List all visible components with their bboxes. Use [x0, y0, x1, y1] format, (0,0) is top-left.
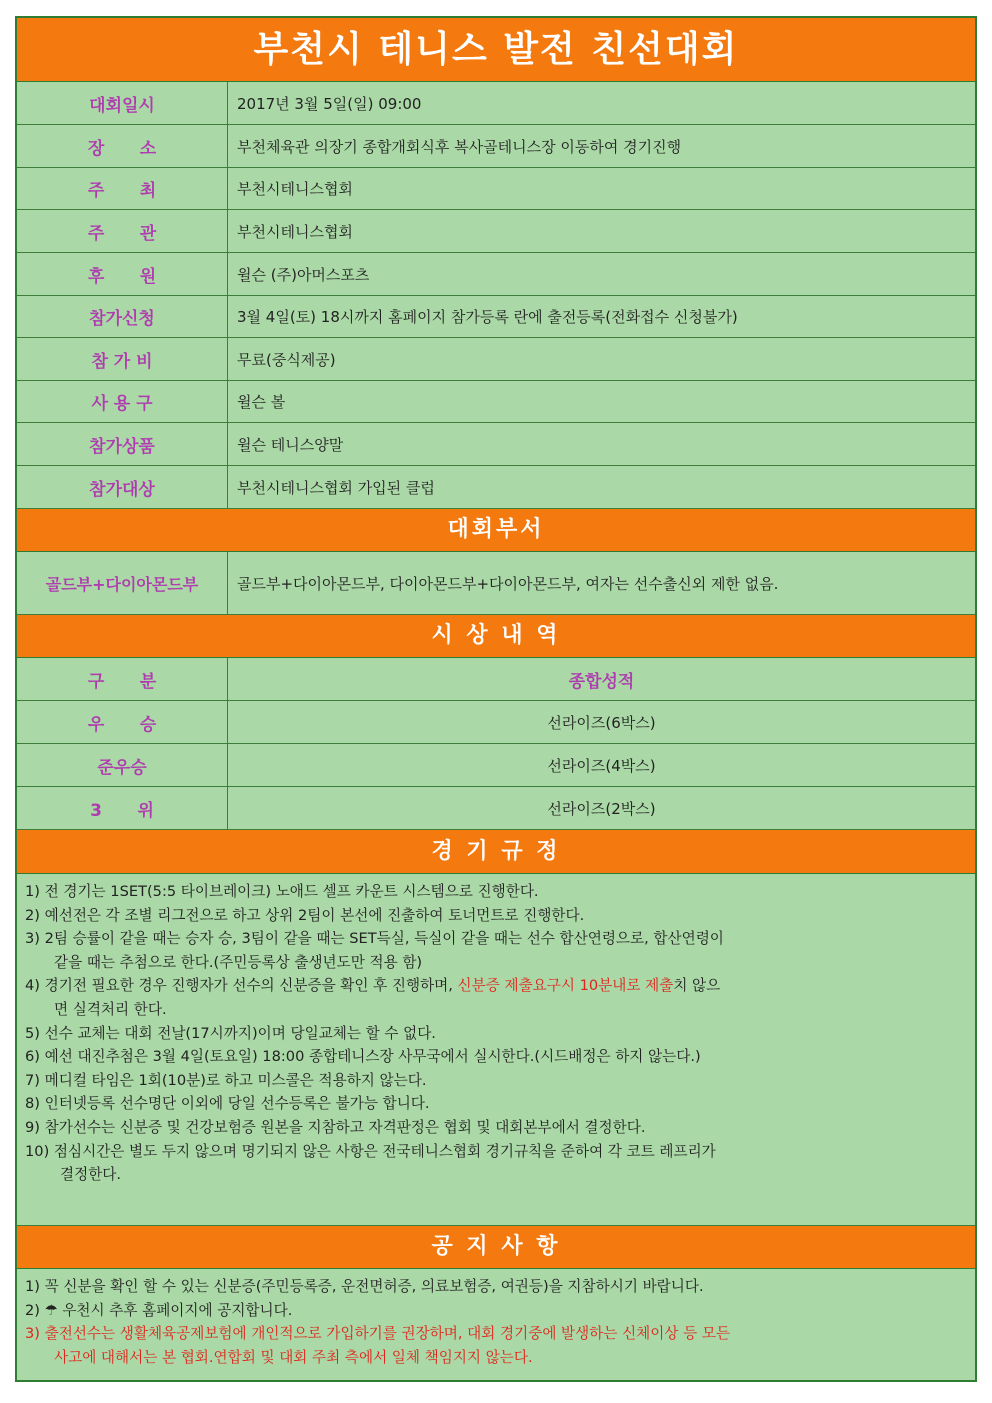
rule-item — [25, 1092, 969, 1116]
info-label: 참가신청 — [17, 296, 228, 337]
rule-text: 10) 점심시간은 별도 두지 않으며 명기되지 않은 사항은 전국테니스협회 경기규칙을 준하여 각 코트 레프리가 — [25, 1142, 716, 1160]
info-row — [17, 253, 975, 296]
rule-text-after: 치 않으 — [673, 977, 721, 995]
rule-item — [25, 1045, 969, 1069]
rule-text-continued: 같을 때는 추첨으로 한다.(주민등록상 출생년도만 적용 함) — [54, 953, 423, 971]
info-label: 참 가 비 — [17, 338, 228, 380]
info-label: 후 원 — [17, 253, 228, 295]
info-label: 대회일시 — [17, 82, 228, 124]
info-value: 윌슨 (주)아머스포츠 — [237, 265, 370, 284]
rule-text-continued: 결정한다. — [60, 1166, 122, 1184]
awards-header-label: 구 분 — [17, 658, 228, 700]
notices-heading — [17, 1226, 975, 1269]
rule-text: 5) 선수 교체는 대회 전날(17시까지)이며 당일교체는 할 수 없다. — [25, 1024, 436, 1042]
award-row — [17, 787, 975, 830]
division-heading-text: 대회부서 — [447, 517, 545, 542]
notice-text: 2) ☂ 우천시 추후 홈페이지에 공지합니다. — [25, 1301, 293, 1319]
division-heading — [17, 509, 975, 552]
notice-text: 1) 꼭 신분을 확인 할 수 있는 신분증(주민등록증, 운전면허증, 의료보험증, 여권등)을 지참하시기 바랍니다. — [25, 1278, 704, 1295]
notice-text-continued: 사고에 대해서는 본 협회.연합회 및 대회 주최 측에서 일체 책임지지 않는다. — [54, 1348, 533, 1366]
rules-heading — [17, 830, 975, 874]
awards-heading-text: 시 상 내 역 — [431, 623, 561, 648]
rule-highlight: 신분증 제출요구시 10분내로 제출 — [457, 977, 674, 995]
info-row — [17, 210, 975, 253]
award-row — [17, 701, 975, 744]
award-row — [17, 744, 975, 787]
notices-heading-text: 공 지 사 항 — [431, 1234, 561, 1259]
info-row — [17, 466, 975, 509]
rule-text: 6) 예선 대진추첨은 3월 4일(토요일) 18:00 종합테니스장 사무국에서 실시한다.(시드배정은 하지 않는다.) — [25, 1048, 701, 1066]
rule-item — [25, 880, 969, 904]
info-value: 2017년 3월 5일(일) 09:00 — [237, 94, 422, 113]
award-rank: 3 위 — [17, 787, 228, 829]
info-row — [17, 381, 975, 423]
notice-item — [25, 1275, 969, 1299]
info-label: 주 관 — [17, 210, 228, 252]
info-value: 부천시테니스협회 — [237, 222, 353, 241]
rule-text: 2) 예선전은 각 조별 리그전으로 하고 상위 2팀이 본선에 진출하여 토너먼트로 진행한다. — [25, 906, 585, 924]
info-row — [17, 296, 975, 338]
info-value: 부천시테니스협회 — [237, 180, 353, 198]
rule-item — [25, 1116, 969, 1140]
info-value: 3월 4일(토) 18시까지 홈페이지 참가등록 란에 출전등록(전화접수 신청불가) — [237, 308, 738, 326]
page-title: 부천시 테니스 발전 친선대회 — [253, 29, 739, 70]
notice-item — [25, 1322, 969, 1369]
notice-item — [25, 1299, 969, 1323]
notices-list — [17, 1269, 975, 1380]
rule-text: 9) 참가선수는 신분증 및 건강보험증 원본을 지참하고 자격판정은 협회 및 대회본부에서 결정한다. — [25, 1118, 646, 1136]
awards-heading — [17, 615, 975, 658]
rule-item — [25, 1140, 969, 1187]
info-label: 주 최 — [17, 168, 228, 209]
info-label: 참가대상 — [17, 466, 228, 508]
rule-text: 1) 전 경기는 1SET(5:5 타이브레이크) 노애드 셀프 카운트 시스템으로 진행한다. — [25, 883, 539, 900]
rule-text: 8) 인터넷등록 선수명단 이외에 당일 선수등록은 불가능 합니다. — [25, 1095, 430, 1113]
rule-text-line — [25, 974, 969, 998]
rule-text: 3) 2팀 승률이 같을 때는 승자 승, 3팀이 같을 때는 SET득실, 득실이 같을 때는 선수 합산연령으로, 합산연령이 — [25, 930, 724, 948]
division-label: 골드부+다이아몬드부 — [17, 552, 228, 614]
rule-text-continued: 면 실격처리 한다. — [54, 1000, 167, 1018]
rule-item — [25, 927, 969, 974]
info-value: 부천체육관 의장기 종합개회식후 복사골테니스장 이동하여 경기진행 — [237, 137, 682, 156]
award-prize: 선라이즈(4박스) — [547, 756, 656, 775]
rule-text: 4) 경기전 필요한 경우 진행자가 선수의 신분증을 확인 후 진행하며, — [25, 977, 458, 995]
award-prize: 선라이즈(2박스) — [547, 799, 656, 818]
info-row — [17, 423, 975, 466]
rule-item — [25, 974, 969, 1021]
rule-item — [25, 1069, 969, 1093]
award-rank: 준우승 — [17, 744, 228, 786]
info-label: 장 소 — [17, 125, 228, 167]
info-label: 사 용 구 — [17, 381, 228, 422]
awards-header-row — [17, 658, 975, 701]
info-value: 부천시테니스협회 가입된 클럽 — [237, 478, 435, 497]
info-row — [17, 82, 975, 125]
awards-header-value: 종합성적 — [568, 671, 635, 692]
division-row — [17, 552, 975, 615]
rules-list — [17, 874, 975, 1226]
info-row — [17, 125, 975, 168]
rule-text: 7) 메디컬 타임은 1회(10분)로 하고 미스콜은 적용하지 않는다. — [25, 1071, 427, 1089]
info-row — [17, 338, 975, 381]
division-value: 골드부+다이아몬드부, 다이아몬드부+다이아몬드부, 여자는 선수출신외 제한 없음. — [237, 574, 779, 593]
info-value: 무료(중식제공) — [237, 350, 336, 369]
award-prize: 선라이즈(6박스) — [547, 713, 656, 732]
rules-heading-text: 경 기 규 정 — [431, 839, 561, 864]
title-banner — [17, 18, 975, 82]
award-rank: 우 승 — [17, 701, 228, 743]
info-label: 참가상품 — [17, 423, 228, 465]
info-value: 윌슨 테니스양말 — [237, 435, 344, 454]
notice-text: 3) 출전선수는 생활체육공제보험에 개인적으로 가입하기를 권장하며, 대회 경기중에 발생하는 신체이상 등 모든 — [25, 1325, 731, 1343]
info-row — [17, 168, 975, 210]
tournament-notice-sheet — [15, 16, 977, 1382]
rule-item — [25, 904, 969, 928]
rule-item — [25, 1022, 969, 1046]
info-value: 윌슨 볼 — [237, 393, 286, 411]
